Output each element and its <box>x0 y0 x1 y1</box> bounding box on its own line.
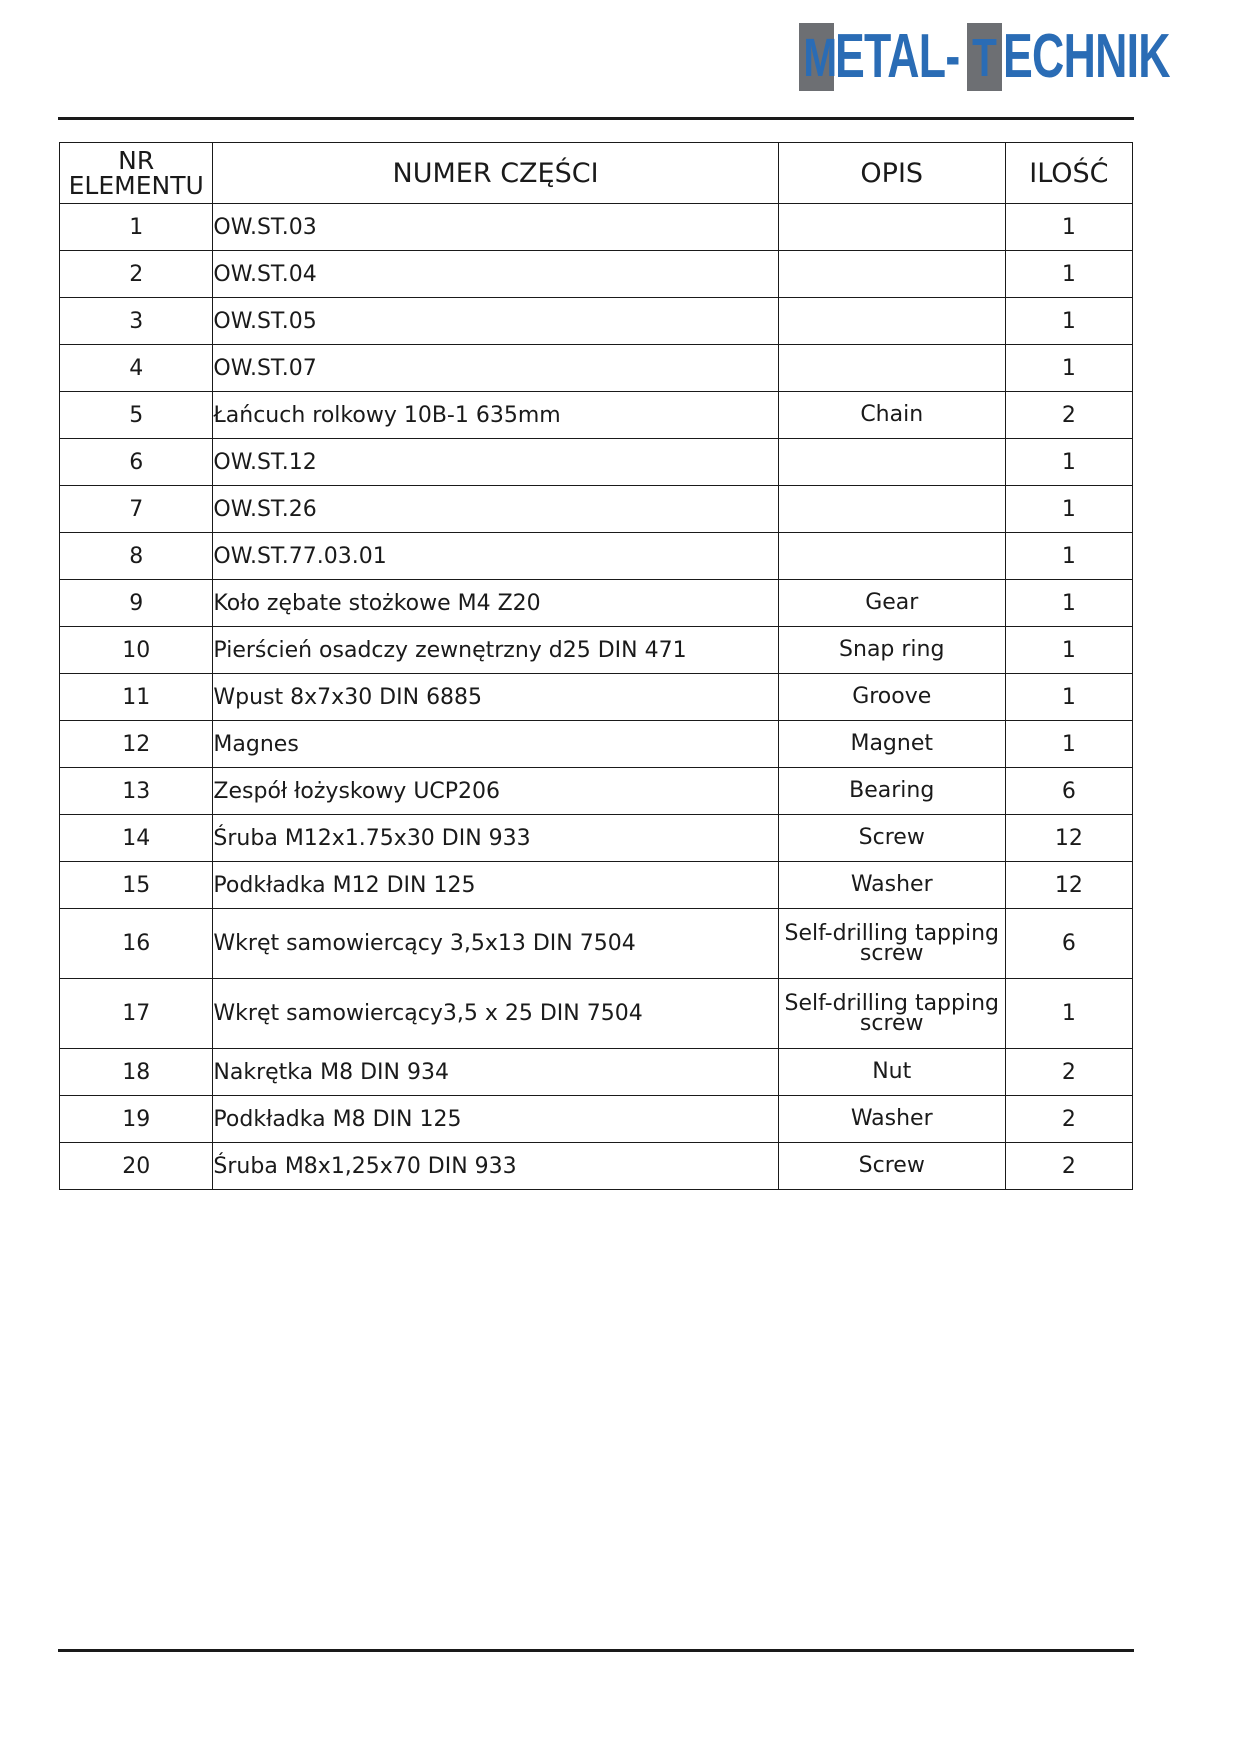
table-row <box>60 1049 1133 1096</box>
cell-nr: 11 <box>60 674 213 721</box>
cell-part-number: Śruba M8x1,25x70 DIN 933 <box>213 1143 778 1190</box>
table-header-row <box>60 143 1133 204</box>
cell-quantity: 6 <box>1005 768 1132 815</box>
cell-part-number: OW.ST.05 <box>213 298 778 345</box>
cell-quantity: 1 <box>1005 979 1132 1049</box>
cell-part-number: Wkręt samowiercący 3,5x13 DIN 7504 <box>213 909 778 979</box>
cell-part-number: Zespół łożyskowy UCP206 <box>213 768 778 815</box>
footer-divider <box>58 1649 1134 1652</box>
cell-description: Nut <box>778 1049 1005 1096</box>
cell-quantity: 2 <box>1005 1143 1132 1190</box>
table-row <box>60 721 1133 768</box>
logo-letter-box: M <box>799 23 834 91</box>
table-row <box>60 486 1133 533</box>
cell-part-number: Pierścień osadczy zewnętrzny d25 DIN 471 <box>213 627 778 674</box>
cell-description: Self-drilling tapping screw <box>778 909 1005 979</box>
table-row <box>60 345 1133 392</box>
cell-quantity: 1 <box>1005 298 1132 345</box>
logo-letter-box: T <box>967 23 1002 91</box>
cell-nr: 14 <box>60 815 213 862</box>
table-row <box>60 298 1133 345</box>
cell-nr: 6 <box>60 439 213 486</box>
cell-quantity: 2 <box>1005 1049 1132 1096</box>
cell-nr: 1 <box>60 204 213 251</box>
table-row <box>60 1096 1133 1143</box>
header-divider <box>58 117 1134 120</box>
cell-quantity: 1 <box>1005 721 1132 768</box>
cell-part-number: Wpust 8x7x30 DIN 6885 <box>213 674 778 721</box>
table-row <box>60 768 1133 815</box>
cell-nr: 2 <box>60 251 213 298</box>
table-row <box>60 1143 1133 1190</box>
cell-part-number: OW.ST.77.03.01 <box>213 533 778 580</box>
parts-list-table <box>59 142 1133 1190</box>
cell-part-number: Śruba M12x1.75x30 DIN 933 <box>213 815 778 862</box>
cell-quantity: 1 <box>1005 627 1132 674</box>
cell-part-number: Podkładka M12 DIN 125 <box>213 862 778 909</box>
cell-quantity: 12 <box>1005 862 1132 909</box>
cell-nr: 18 <box>60 1049 213 1096</box>
cell-nr: 7 <box>60 486 213 533</box>
cell-nr: 10 <box>60 627 213 674</box>
cell-description: Chain <box>778 392 1005 439</box>
cell-nr: 3 <box>60 298 213 345</box>
cell-quantity: 1 <box>1005 251 1132 298</box>
cell-description: Snap ring <box>778 627 1005 674</box>
cell-part-number: OW.ST.12 <box>213 439 778 486</box>
cell-description: Magnet <box>778 721 1005 768</box>
cell-description: Groove <box>778 674 1005 721</box>
cell-part-number: Koło zębate stożkowe M4 Z20 <box>213 580 778 627</box>
cell-part-number: Nakrętka M8 DIN 934 <box>213 1049 778 1096</box>
cell-nr: 8 <box>60 533 213 580</box>
cell-part-number: Podkładka M8 DIN 125 <box>213 1096 778 1143</box>
table-row <box>60 862 1133 909</box>
table-row <box>60 533 1133 580</box>
cell-quantity: 1 <box>1005 674 1132 721</box>
cell-nr: 13 <box>60 768 213 815</box>
cell-nr: 5 <box>60 392 213 439</box>
header-quantity: ILOŚĆ <box>1005 143 1132 204</box>
cell-description <box>778 486 1005 533</box>
cell-quantity: 12 <box>1005 815 1132 862</box>
cell-part-number: OW.ST.26 <box>213 486 778 533</box>
cell-part-number: OW.ST.07 <box>213 345 778 392</box>
cell-quantity: 2 <box>1005 1096 1132 1143</box>
table-row <box>60 439 1133 486</box>
cell-description: Screw <box>778 1143 1005 1190</box>
logo-text-technik: ECHNIK <box>1002 22 1170 91</box>
header-nr: NR ELEMENTU <box>60 143 213 204</box>
table-row <box>60 815 1133 862</box>
table-row <box>60 580 1133 627</box>
cell-quantity: 1 <box>1005 486 1132 533</box>
cell-description: Washer <box>778 1096 1005 1143</box>
cell-description <box>778 298 1005 345</box>
table-row <box>60 392 1133 439</box>
table-row <box>60 627 1133 674</box>
cell-nr: 4 <box>60 345 213 392</box>
table-row <box>60 204 1133 251</box>
cell-quantity: 1 <box>1005 533 1132 580</box>
cell-description: Bearing <box>778 768 1005 815</box>
cell-description: Self-drilling tapping screw <box>778 979 1005 1049</box>
cell-description: Gear <box>778 580 1005 627</box>
cell-description <box>778 204 1005 251</box>
cell-part-number: Magnes <box>213 721 778 768</box>
cell-part-number: OW.ST.03 <box>213 204 778 251</box>
cell-quantity: 6 <box>1005 909 1132 979</box>
cell-part-number: Łańcuch rolkowy 10B-1 635mm <box>213 392 778 439</box>
company-logo <box>798 20 1235 94</box>
table-row <box>60 979 1133 1049</box>
table-row <box>60 909 1133 979</box>
header-part-number: NUMER CZĘŚCI <box>213 143 778 204</box>
cell-part-number: Wkręt samowiercący3,5 x 25 DIN 7504 <box>213 979 778 1049</box>
cell-description <box>778 439 1005 486</box>
cell-nr: 16 <box>60 909 213 979</box>
cell-nr: 20 <box>60 1143 213 1190</box>
cell-description <box>778 345 1005 392</box>
cell-nr: 9 <box>60 580 213 627</box>
table-row <box>60 674 1133 721</box>
cell-nr: 19 <box>60 1096 213 1143</box>
cell-nr: 12 <box>60 721 213 768</box>
logo-text-metal: ETAL- <box>835 22 960 91</box>
cell-quantity: 1 <box>1005 345 1132 392</box>
cell-description: Washer <box>778 862 1005 909</box>
cell-quantity: 1 <box>1005 204 1132 251</box>
cell-quantity: 1 <box>1005 580 1132 627</box>
header-description: OPIS <box>778 143 1005 204</box>
cell-part-number: OW.ST.04 <box>213 251 778 298</box>
cell-quantity: 2 <box>1005 392 1132 439</box>
cell-description <box>778 533 1005 580</box>
cell-description <box>778 251 1005 298</box>
cell-nr: 17 <box>60 979 213 1049</box>
cell-quantity: 1 <box>1005 439 1132 486</box>
table-row <box>60 251 1133 298</box>
cell-nr: 15 <box>60 862 213 909</box>
cell-description: Screw <box>778 815 1005 862</box>
